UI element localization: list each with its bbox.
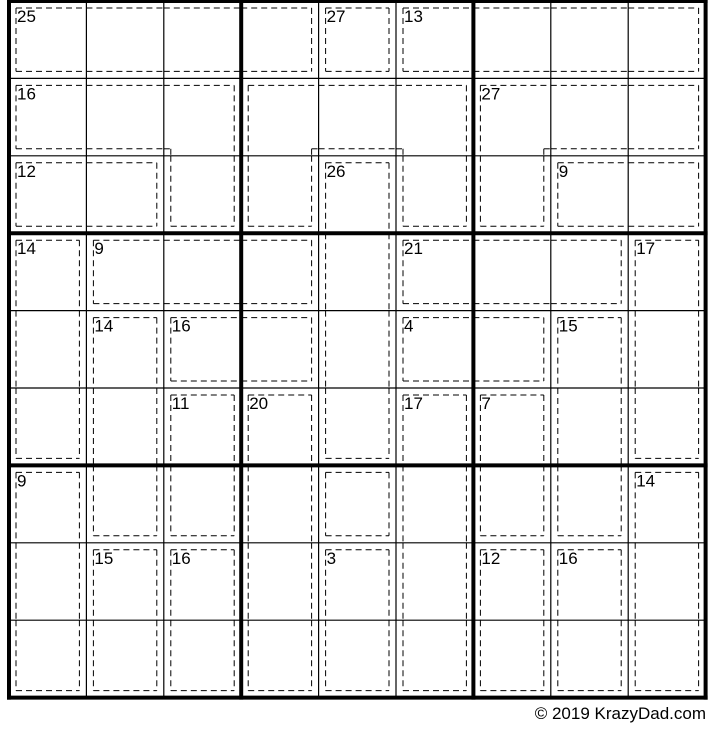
sudoku-cell[interactable] (473, 311, 550, 388)
sudoku-cell[interactable] (241, 78, 318, 155)
cage-sum-label: 9 (17, 471, 27, 491)
sudoku-cell[interactable] (319, 620, 396, 697)
sudoku-cell[interactable] (164, 1, 241, 78)
cage-sum-label: 14 (94, 316, 114, 336)
cage-sum-label: 14 (17, 239, 36, 259)
sudoku-cell[interactable] (86, 156, 163, 233)
sudoku-cell[interactable] (241, 156, 318, 233)
sudoku-cell[interactable] (241, 233, 318, 310)
cage-sum-label: 27 (326, 7, 346, 26)
sudoku-cell[interactable] (241, 311, 318, 388)
sudoku-cell[interactable] (164, 465, 241, 542)
sudoku-cell[interactable] (473, 1, 550, 78)
sudoku-cell[interactable] (164, 156, 241, 233)
cage-sum-label: 14 (636, 471, 656, 491)
sudoku-cell[interactable] (9, 388, 86, 465)
sudoku-cell[interactable] (473, 465, 550, 542)
sudoku-cell[interactable] (9, 543, 86, 620)
cage-sum-label: 25 (17, 7, 36, 26)
sudoku-cell[interactable] (86, 78, 163, 155)
sudoku-cell[interactable] (551, 78, 628, 155)
cage-sum-label: 21 (404, 239, 423, 259)
sudoku-cell[interactable] (9, 311, 86, 388)
cage-sum-label: 13 (404, 7, 423, 26)
sudoku-cell[interactable] (396, 78, 473, 155)
cage-sum-label: 16 (558, 548, 578, 568)
cage-sum-label: 7 (481, 394, 491, 413)
sudoku-cell[interactable] (473, 156, 550, 233)
sudoku-cell[interactable] (319, 311, 396, 388)
sudoku-cell[interactable] (86, 1, 163, 78)
sudoku-cell[interactable] (551, 1, 628, 78)
cage-sum-label: 16 (17, 84, 36, 104)
sudoku-cell[interactable] (86, 620, 163, 697)
cage-sum-label: 9 (94, 239, 104, 259)
cage-sum-label: 16 (171, 316, 191, 336)
sudoku-cell[interactable] (396, 543, 473, 620)
sudoku-cell[interactable] (319, 388, 396, 465)
cage-sum-label: 11 (171, 394, 190, 413)
sudoku-cell[interactable] (396, 620, 473, 697)
cage-sum-label: 12 (17, 161, 36, 181)
sudoku-cell[interactable] (628, 156, 705, 233)
sudoku-cell[interactable] (86, 465, 163, 542)
sudoku-cell[interactable] (551, 465, 628, 542)
sudoku-cell[interactable] (9, 620, 86, 697)
sudoku-cell[interactable] (628, 78, 705, 155)
sudoku-cell[interactable] (473, 233, 550, 310)
sudoku-cell[interactable] (628, 1, 705, 78)
sudoku-cell[interactable] (396, 465, 473, 542)
sudoku-cell[interactable] (241, 543, 318, 620)
cage-sum-label: 4 (404, 316, 414, 336)
sudoku-cell[interactable] (628, 311, 705, 388)
sudoku-cell[interactable] (164, 233, 241, 310)
sudoku-cell[interactable] (628, 543, 705, 620)
sudoku-cell[interactable] (86, 388, 163, 465)
sudoku-cell[interactable] (628, 620, 705, 697)
cage-sum-label: 26 (326, 161, 346, 181)
sudoku-cell[interactable] (241, 620, 318, 697)
sudoku-cell[interactable] (473, 620, 550, 697)
cage-sum-label: 15 (558, 316, 578, 336)
sudoku-cell[interactable] (241, 465, 318, 542)
copyright-text: © 2019 KrazyDad.com (534, 704, 706, 723)
sudoku-cell[interactable] (164, 78, 241, 155)
cage-sum-label: 20 (249, 394, 269, 413)
sudoku-cell[interactable] (551, 388, 628, 465)
sudoku-cell[interactable] (164, 620, 241, 697)
sudoku-cell[interactable] (396, 156, 473, 233)
sudoku-cell[interactable] (319, 465, 396, 542)
cage-sum-label: 3 (326, 548, 337, 568)
cage-sum-label: 17 (636, 239, 656, 259)
sudoku-cell[interactable] (551, 620, 628, 697)
cage-sum-label: 15 (94, 548, 114, 568)
sudoku-cell[interactable] (241, 1, 318, 78)
sudoku-cell[interactable] (628, 388, 705, 465)
cage-sum-label: 9 (558, 161, 569, 181)
cage-sum-label: 16 (171, 548, 191, 568)
sudoku-cell[interactable] (319, 78, 396, 155)
cage-sum-label: 27 (481, 84, 501, 104)
cage-sum-label: 17 (404, 394, 423, 413)
sudoku-cell[interactable] (319, 233, 396, 310)
sudoku-cell[interactable] (551, 233, 628, 310)
cage-sum-label: 12 (481, 548, 501, 568)
cells-layer (9, 1, 706, 698)
